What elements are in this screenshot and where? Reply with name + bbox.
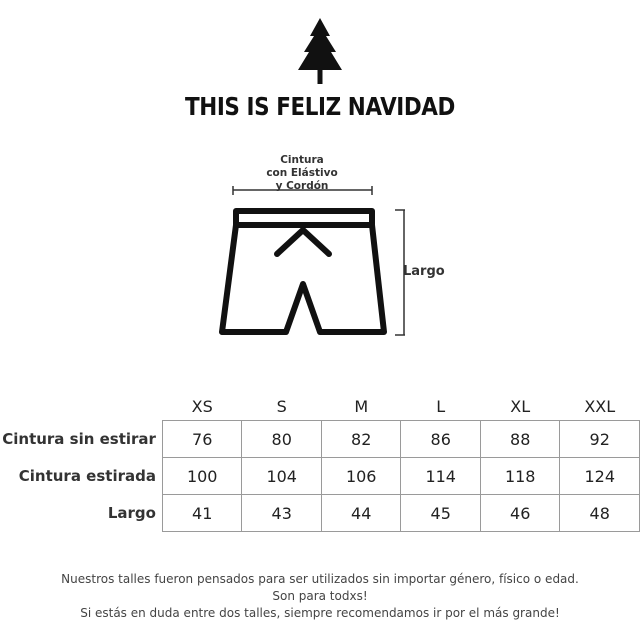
table-cell: 44 [321,495,401,532]
waist-label-line: Cintura [280,154,324,166]
footer-notes [0,571,640,622]
size-header-s: S [276,396,287,416]
table-cell: 46 [480,495,560,532]
table-row [0,458,640,495]
size-header-xs: XS [191,396,213,416]
shorts-diagram [210,180,420,340]
table-cell: 124 [560,458,640,495]
table-row [0,495,640,532]
size-header-xxl: XXL [584,396,616,416]
size-chart-table [0,392,640,532]
table-cell: 104 [242,458,322,495]
footer-line: Son para todxs! [272,589,368,603]
footer-line: Si estás en duda entre dos talles, siempre recomendamos ir por el más grande! [80,606,560,620]
table-row [0,421,640,458]
waist-label-line: y Cordón [275,180,329,192]
row-label-waist-stretched: Cintura estirada [18,467,156,485]
table-cell: 114 [401,458,481,495]
length-label: Largo [403,264,445,279]
size-header-l: L [436,396,446,416]
table-cell: 86 [401,421,481,458]
table-cell: 88 [480,421,560,458]
table-cell: 82 [321,421,401,458]
waist-measure-bracket [233,186,372,195]
table-cell: 43 [242,495,322,532]
size-header-xl: XL [510,396,531,416]
size-header-row [0,392,640,421]
footer-line: Nuestros talles fueron pensados para ser utilizados sin importar género, físico o edad. [61,572,579,586]
size-header-m: M [354,396,369,416]
table-cell: 92 [560,421,640,458]
row-label-waist-unstretched: Cintura sin estirar [2,430,156,448]
pine-tree-icon [296,18,344,84]
shorts-icon [222,211,384,332]
waist-label-line: con Elástivo [266,167,338,179]
brand-title: THIS IS FELIZ NAVIDAD [185,92,455,121]
table-corner [0,392,162,421]
table-cell: 41 [162,495,242,532]
table-cell: 48 [560,495,640,532]
table-cell: 45 [401,495,481,532]
table-cell: 80 [242,421,322,458]
table-cell: 106 [321,458,401,495]
row-label-length: Largo [107,504,156,522]
table-cell: 76 [162,421,242,458]
table-cell: 118 [480,458,560,495]
table-cell: 100 [162,458,242,495]
